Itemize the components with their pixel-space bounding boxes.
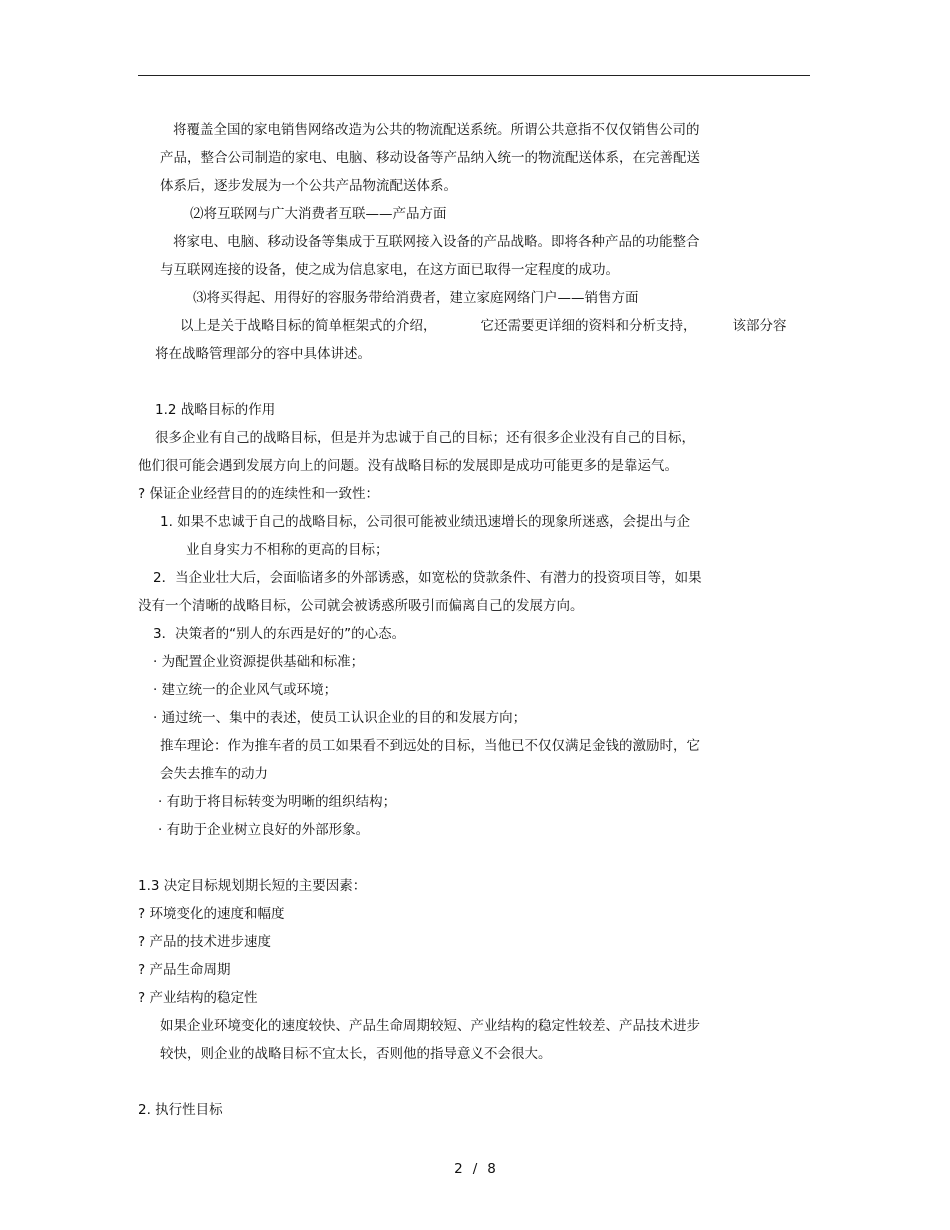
bullet-item: ? 保证企业经营目的的连续性和一致性： [138,486,379,502]
paragraph-line: 将覆盖全国的家电销售网络改造为公共的物流配送系统。所谓公共意指不仅仅销售公司的 [173,122,700,138]
section-heading: 1.3 决定目标规划期长短的主要因素： [138,878,367,894]
text-segment: 它还需要更详细的资料和分析支持， [480,318,697,334]
bullet-item: ? 产业结构的稳定性 [138,990,258,1006]
page-separator: / [472,1161,478,1177]
paragraph-line: 与互联网连接的设备，使之成为信息家电，在这方面已取得一定程度的成功。 [160,262,619,278]
paragraph-line: 将在战略管理部分的容中具体讲述。 [155,346,371,362]
header-rule [138,75,810,76]
section-heading: 1.2 战略目标的作用 [155,402,276,418]
numbered-item: 1. 如果不忠诚于自己的战略目标，公司很可能被业绩迅速增长的现象所迷惑，会提出与企 [160,514,691,530]
paragraph-line: 他们很可能会遇到发展方向上的问题。没有战略目标的发展即是成功可能更多的是靠运气。 [138,458,678,474]
paragraph-line: 很多企业有自己的战略目标，但是并为忠诚于自己的目标；还有很多企业没有自己的目标， [155,430,695,446]
text-segment: 以上是关于战略目标的简单框架式的介绍， [180,318,437,334]
dot-item: · 有助于将目标转变为明晰的组织结构； [158,794,397,810]
dot-item: · 为配置企业资源提供基础和标准； [153,654,365,670]
page-total: 8 [487,1161,496,1177]
numbered-item: ⑵将互联网与广大消费者互联——产品方面 [190,206,447,222]
page-current: 2 [454,1161,463,1177]
paragraph-line: 会失去推车的动力 [160,766,268,782]
numbered-item: ⑶将买得起、用得好的容服务带给消费者，建立家庭网络门户——销售方面 [193,290,639,306]
paragraph-line: 没有一个清晰的战略目标，公司就会被诱惑所吸引而偏离自己的发展方向。 [138,598,584,614]
paragraph-line [180,317,787,335]
section-heading: 2. 执行性目标 [138,1102,223,1118]
dot-item: · 通过统一、集中的表述，使员工认识企业的目的和发展方向； [153,710,527,726]
dot-item: · 建立统一的企业风气或环境； [153,682,338,698]
paragraph-line: 体系后，逐步发展为一个公共产品物流配送体系。 [160,178,457,194]
paragraph-line: 将家电、电脑、移动设备等集成于互联网接入设备的产品战略。即将各种产品的功能整合 [173,234,700,250]
numbered-item: 2．当企业壮大后，会面临诸多的外部诱惑，如宽松的贷款条件、有潜力的投资项目等，如果 [153,570,702,586]
paragraph-line: 推车理论：作为推车者的员工如果看不到远处的目标，当他已不仅仅满足金钱的激励时，它 [160,738,700,754]
page-number [0,1160,950,1178]
paragraph-line: 业自身实力不相称的更高的目标； [186,542,389,558]
text-segment: 该部分容 [732,318,787,334]
bullet-item: ? 产品生命周期 [138,962,231,978]
paragraph-line: 如果企业环境变化的速度较快、产品生命周期较短、产业结构的稳定性较差、产品技术进步 [160,1018,700,1034]
numbered-item: 3．决策者的“别人的东西是好的”的心态。 [153,626,406,642]
bullet-item: ? 环境变化的速度和幅度 [138,906,285,922]
paragraph-line: 产品，整合公司制造的家电、电脑、移动设备等产品纳入统一的物流配送体系，在完善配送 [160,150,700,166]
bullet-item: ? 产品的技术进步速度 [138,934,271,950]
dot-item: · 有助于企业树立良好的外部形象。 [158,822,370,838]
paragraph-line: 较快，则企业的战略目标不宜太长，否则他的指导意义不会很大。 [160,1046,552,1062]
